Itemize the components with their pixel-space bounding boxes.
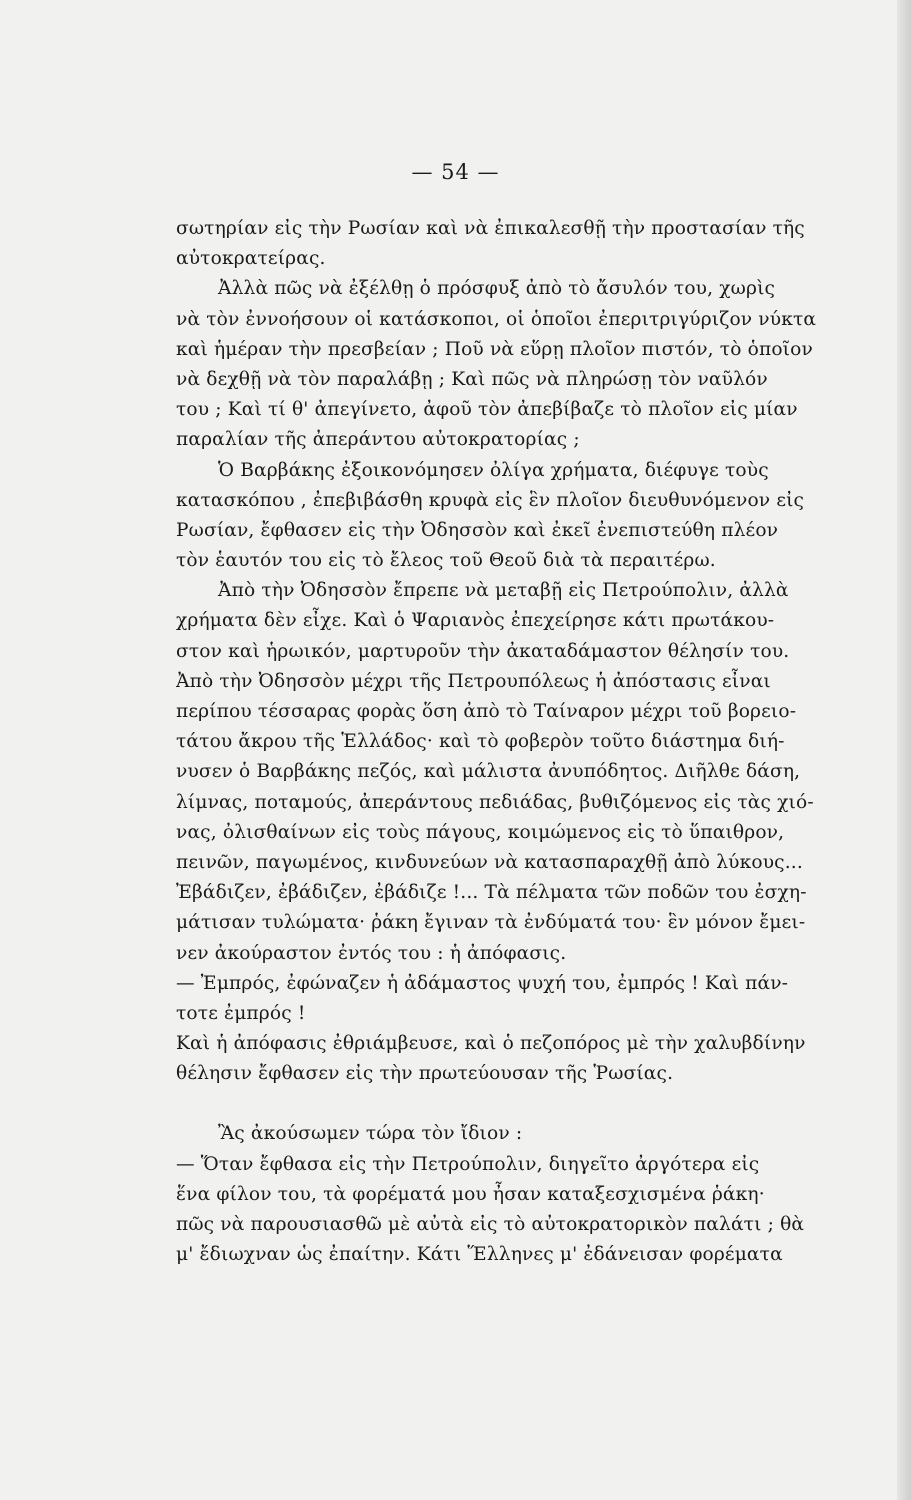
text-line: μ' ἔδιωχναν ὡς ἐπαίτην. Κάτι Ἕλληνες μ' ἐδάνεισαν φορέματα — [176, 1244, 783, 1266]
text-line: του ; Καὶ τί θ' ἀπεγίνετο, ἀφοῦ τὸν ἀπεβίβαζε τὸ πλοῖον εἰς μίαν — [176, 399, 798, 421]
text-line: καὶ ἡμέραν τὴν πρεσβείαν ; Ποῦ νὰ εὕρῃ πλοῖον πιστόν, τὸ ὁποῖον — [176, 338, 813, 360]
text-line: παραλίαν τῆς ἀπεράντου αὐτοκρατορίας ; — [176, 429, 580, 451]
text-line: Ρωσίαν, ἔφθασεν εἰς τὴν Ὀδησσὸν καὶ ἐκεῖ ἐνεπιστεύθη πλέον — [176, 519, 779, 541]
text-line: χρήματα δὲν εἶχε. Καὶ ὁ Ψαριανὸς ἐπεχείρησε κάτι πρωτάκου- — [176, 610, 775, 632]
text-line: μάτισαν τυλώματα· ῥάκη ἔγιναν τὰ ἐνδύματά του· ἓν μόνον ἔμει- — [176, 912, 806, 934]
text-line: Ἀλλὰ πῶς νὰ ἐξέλθῃ ὁ πρόσφυξ ἀπὸ τὸ ἄσυλόν του, χωρὶς — [218, 278, 776, 300]
text-line: αὐτοκρατείρας. — [176, 248, 326, 270]
body-text — [176, 214, 896, 1270]
text-line: νυσεν ὁ Βαρβάκης πεζός, καὶ μάλιστα ἀνυπόδητος. Διῆλθε δάση, — [176, 761, 801, 783]
text-line: περίπου τέσσαρας φορὰς ὅση ἀπὸ τὸ Ταίναρον μέχρι τοῦ βορειο- — [176, 701, 797, 722]
text-line: νας, ὀλισθαίνων εἰς τοὺς πάγους, κοιμώμενος εἰς τὸ ὕπαιθρον, — [176, 821, 785, 843]
text-line: Καὶ ἡ ἀπόφασις ἐθριάμβευσε, καὶ ὁ πεζοπόρος μὲ τὴν χαλυβδίνην — [176, 1033, 806, 1055]
text-line: — Ὅταν ἔφθασα εἰς τὴν Πετρούπολιν, διηγεῖτο ἀργότερα εἰς — [176, 1153, 760, 1175]
text-line: πεινῶν, παγωμένος, κινδυνεύων νὰ κατασπαραχθῇ ἀπὸ λύκους... — [176, 851, 803, 873]
text-line: κατασκόπου , ἐπεβιβάσθη κρυφὰ εἰς ἓν πλοῖον διευθυνόμενον εἰς — [176, 489, 805, 511]
text-line: τοτε ἐμπρός ! — [176, 1002, 306, 1024]
text-line: στον καὶ ἡρωικόν, μαρτυροῦν τὴν ἀκαταδάμαστον θέλησίν του. — [176, 640, 790, 662]
text-line: Ὁ Βαρβάκης ἐξοικονόμησεν ὀλίγα χρήματα, διέφυγε τοὺς — [218, 459, 769, 481]
text-line: Ἂς ἀκούσωμεν τώρα τὸν ἴδιον : — [218, 1123, 523, 1145]
text-line: τάτου ἄκρου τῆς Ἑλλάδος· καὶ τὸ φοβερὸν τοῦτο διάστημα διή- — [176, 731, 785, 753]
text-line: πῶς νὰ παρουσιασθῶ μὲ αὐτὰ εἰς τὸ αὐτοκρατορικὸν παλάτι ; θὰ — [176, 1214, 805, 1235]
text-line: — Ἐμπρός, ἐφώναζεν ἡ ἀδάμαστος ψυχή του, ἐμπρός ! Καὶ πάν- — [176, 972, 789, 994]
text-line: θέλησιν ἔφθασεν εἰς τὴν πρωτεύουσαν τῆς Ῥωσίας. — [176, 1063, 674, 1085]
page-number: — 54 — — [411, 160, 500, 184]
text-line: ἕνα φίλον του, τὰ φορέματά μου ἦσαν καταξεσχισμένα ῥάκη· — [176, 1183, 765, 1205]
text-line: Ἐβάδιζεν, ἐβάδιζεν, ἐβάδιζε !... Τὰ πέλματα τῶν ποδῶν του ἐσχη- — [176, 882, 807, 904]
text-line: σωτηρίαν εἰς τὴν Ρωσίαν καὶ νὰ ἐπικαλεσθῇ τὴν προστασίαν τῆς — [176, 218, 805, 239]
page-edge-shadow — [897, 0, 911, 1500]
text-line: νὰ δεχθῇ νὰ τὸν παραλάβῃ ; Καὶ πῶς νὰ πληρώσῃ τὸν ναῦλόν — [176, 368, 768, 390]
text-line: Ἀπὸ τὴν Ὀδησσὸν ἔπρεπε νὰ μεταβῇ εἰς Πετρούπολιν, ἀλλὰ — [218, 580, 789, 602]
text-line: λίμνας, ποταμούς, ἀπεράντους πεδιάδας, βυθιζόμενος εἰς τὰς χιό- — [176, 791, 814, 813]
text-line: τὸν ἑαυτόν του εἰς τὸ ἔλεος τοῦ Θεοῦ διὰ τὰ περαιτέρω. — [176, 550, 716, 572]
text-line: Ἀπὸ τὴν Ὀδησσὸν μέχρι τῆς Πετρουπόλεως ἡ ἀπόστασις εἶναι — [176, 670, 771, 692]
paragraph-gap — [176, 1089, 896, 1119]
text-line: νὰ τὸν ἐννοήσουν οἱ κατάσκοποι, οἱ ὁποῖοι ἐπεριτριγύριζον νύκτα — [176, 308, 817, 330]
text-line: νεν ἀκούραστον ἐντός του : ἡ ἀπόφασις. — [176, 942, 567, 964]
